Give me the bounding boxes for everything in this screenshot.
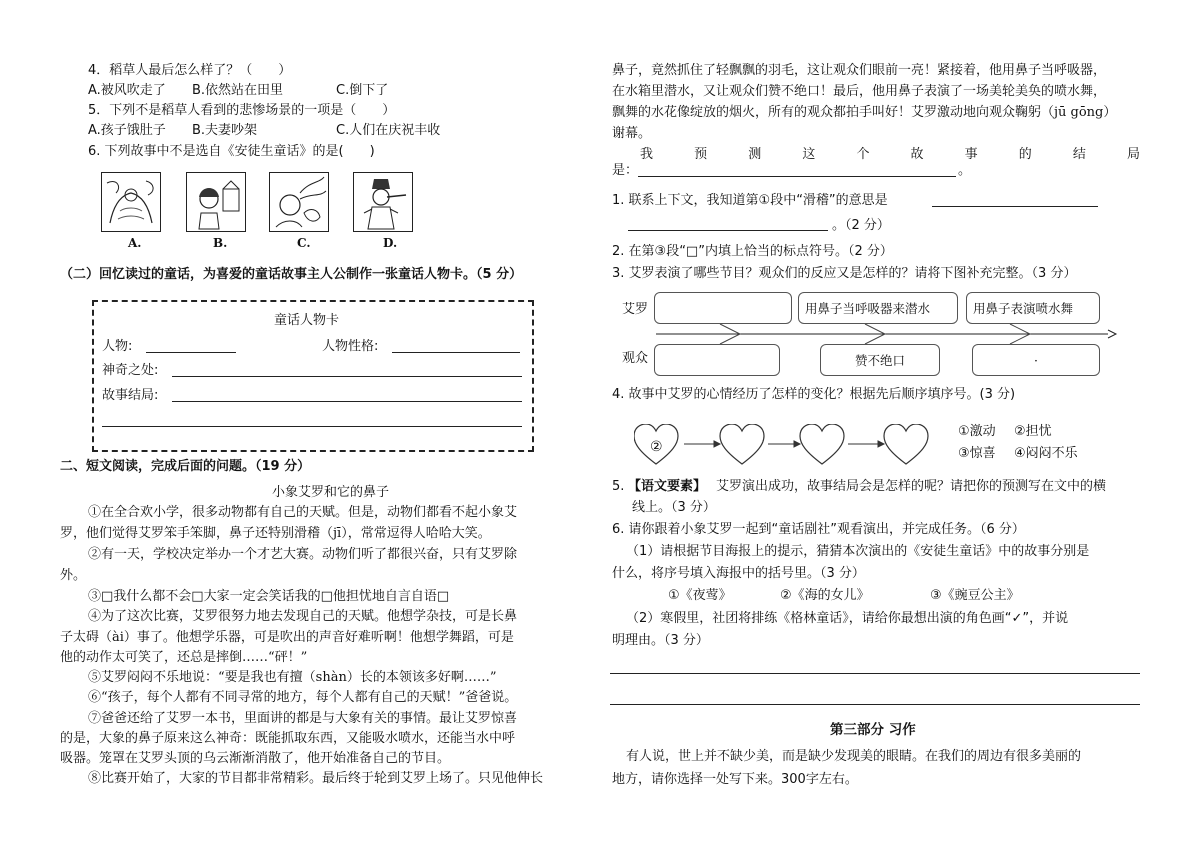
q4-text: 4．稻草人最后怎么样了？（ ） — [88, 63, 292, 78]
q5-option-c: C.人们在庆祝丰收 — [336, 123, 441, 138]
story-line: 外。 — [60, 568, 87, 583]
flow-row-audience-label: 观众 — [622, 351, 649, 366]
story-continued-line: 鼻子，竟然抓住了轻飘飘的羽毛，这让观众们眼前一亮！紧接着，他用鼻子当呼吸器， — [612, 63, 1107, 78]
prediction-char: 故 — [910, 147, 924, 162]
story-line: 吸器。笼罩在艾罗头顶的乌云渐渐消散了，他开始准备自己的节目。 — [60, 751, 451, 766]
flow-performance-box-1[interactable] — [654, 292, 792, 324]
q4-option-b: B.依然站在田里 — [192, 83, 284, 98]
story-line: 他的动作太可笑了，还总是摔倒……“砰！” — [60, 650, 308, 665]
q5-text: 5．下列不是稻草人看到的悲惨场景的一项是（ ） — [88, 103, 396, 118]
q1-text: 1. 联系上下文，我知道第①段中“滑稽”的意思是 — [612, 193, 888, 208]
card-magic-field[interactable] — [172, 376, 522, 377]
card-ending-label: 故事结局: — [102, 388, 159, 403]
q4-mood-text: 4. 故事中艾罗的心情经历了怎样的变化？根据先后顺序填序号。(3 分) — [612, 387, 1016, 402]
answer-line-2[interactable] — [610, 704, 1140, 705]
essay-prompt-cont: 地方，请你选择一处写下来。300字左右。 — [612, 772, 858, 787]
card-person-label: 人物: — [102, 339, 133, 354]
q6-text: 6. 下列故事中不是选自《安徒生童话》的是( ) — [88, 144, 375, 159]
mood-hearts-sequence — [634, 424, 934, 468]
flow-row-performer-label: 艾罗 — [622, 302, 649, 317]
section-2-title: （二）回忆读过的童话，为喜爱的童话故事主人公制作一张童话人物卡。（5 分） — [60, 267, 523, 282]
prediction-prompt — [640, 143, 1140, 161]
prediction-answer-line[interactable] — [638, 176, 956, 177]
picture-d-label: D. — [383, 236, 398, 250]
mood-option-4: ④闷闷不乐 — [1014, 446, 1078, 461]
prediction-char: 局 — [1126, 147, 1140, 162]
q6-text: 6. 请你跟着小象艾罗一起到“童话剧社”观看演出，并完成任务。（6 分） — [612, 522, 1025, 537]
card-trait-field[interactable] — [392, 352, 520, 353]
story-line: ②有一天，学校决定举办一个才艺大赛。动物们听了都很兴奋，只有艾罗除 — [88, 547, 518, 562]
part-2-title: 二、短文阅读，完成后面的问题。（19 分） — [60, 459, 311, 474]
q6-option-3: ③《豌豆公主》 — [930, 588, 1020, 603]
fairy-tale-picture-c — [269, 172, 329, 232]
story-line: 子太碍（ài）事了。他想学乐器，可是吹出的声音好难听啊！他想学舞蹈，可是 — [60, 630, 514, 645]
mood-option-2: ②担忧 — [1014, 424, 1052, 439]
card-extra-line[interactable] — [102, 426, 522, 427]
story-line: 罗，他们觉得艾罗笨手笨脚，鼻子还特别滑稽（jī），常常逗得人哈哈大笑。 — [60, 526, 491, 541]
essay-prompt: 有人说，世上并不缺少美，而是缺少发现美的眼睛。在我们的周边有很多美丽的 — [626, 749, 1082, 764]
fairy-tale-picture-d — [353, 172, 413, 232]
q6-option-2: ②《海的女儿》 — [780, 588, 870, 603]
q5-option-a: A.孩子饿肚子 — [88, 123, 166, 138]
story-continued-line: 在水箱里潜水，又让观众们赞不绝口！最后，他用鼻子表演了一场美轮美奂的喷水舞， — [612, 84, 1107, 99]
mood-option-1: ①激动 — [958, 424, 996, 439]
answer-line-1[interactable] — [610, 673, 1140, 674]
q5-tag: 【语文要素】 — [628, 479, 707, 494]
card-magic-label: 神奇之处: — [102, 363, 159, 378]
story-continued-line: 飘舞的水花像绽放的烟火，所有的观众都拍手叫好！艾罗激动地向观众鞠躬（jū gōng） — [612, 105, 1117, 120]
q6-option-1: ①《夜莺》 — [668, 588, 732, 603]
q6-1-text: （1）请根据节目海报上的提示，猜猜本次演出的《安徒生童话》中的故事分别是 — [626, 544, 1090, 559]
story-line: ⑥“孩子，每个人都有不同寻常的地方，每个人都有自己的天赋！”爸爸说。 — [88, 690, 518, 705]
prediction-char: 事 — [964, 147, 978, 162]
q5-text-cont: 线上。（3 分） — [632, 500, 716, 515]
prediction-char: 预 — [694, 147, 708, 162]
prediction-char: 我 — [640, 147, 654, 162]
q5-number: 5. — [612, 479, 625, 494]
picture-c-label: C. — [297, 236, 311, 250]
heart-1-answer: ② — [650, 439, 663, 455]
heart-icon — [884, 424, 928, 464]
q4-option-c: C.倒下了 — [336, 83, 389, 98]
fairy-tale-picture-b — [186, 172, 246, 232]
heart-icon — [720, 424, 764, 464]
card-person-field[interactable] — [146, 352, 236, 353]
story-line: ①在全合欢小学，很多动物都有自己的天赋。但是，动物们都看不起小象艾 — [88, 505, 518, 520]
q6-2-text: （2）寒假里，社团将排练《格林童话》，请给你最想出演的角色画“✓”，并说 — [626, 611, 1069, 626]
flow-reaction-box-1[interactable] — [654, 344, 780, 376]
card-trait-label: 人物性格: — [322, 339, 379, 354]
story-line: 的是，大象的鼻子原来这么神奇：既能抓取东西，又能吸水喷水，还能当水中呼 — [60, 731, 516, 746]
prediction-period: 。 — [958, 163, 972, 178]
q5-option-b: B.夫妻吵架 — [192, 123, 258, 138]
flow-performance-box-3[interactable]: 用鼻子表演喷水舞 — [966, 292, 1100, 324]
flow-reaction-box-2[interactable]: 赞不绝口 — [820, 344, 940, 376]
fairy-tale-picture-a — [101, 172, 161, 232]
prediction-end: 是： — [612, 163, 639, 178]
q1-answer-line-2[interactable] — [628, 230, 828, 231]
story-line: ③□我什么都不会□大家一定会笑话我的□他担忧地自言自语□ — [88, 589, 450, 604]
q1-answer-line-1[interactable] — [932, 206, 1098, 207]
prediction-char: 的 — [1018, 147, 1032, 162]
q3-text: 3. 艾罗表演了哪些节目？观众们的反应又是怎样的？请将下图补充完整。（3 分） — [612, 266, 1077, 281]
q6-1-text-cont: 什么，将序号填入海报中的括号里。（3 分） — [612, 566, 865, 581]
flow-reaction-box-3[interactable]: · — [972, 344, 1100, 376]
q4-option-a: A.被风吹走了 — [88, 83, 166, 98]
prediction-char: 结 — [1072, 147, 1086, 162]
prediction-char: 这 — [802, 147, 816, 162]
story-line: ⑦爸爸还给了艾罗一本书，里面讲的都是与大象有关的事情。最让艾罗惊喜 — [88, 711, 518, 726]
picture-a-label: A. — [128, 236, 142, 250]
q5-text: 艾罗演出成功，故事结局会是怎样的呢？请把你的预测写在文中的横 — [716, 479, 1107, 494]
card-ending-field[interactable] — [172, 401, 522, 402]
q1-score: 。（2 分） — [832, 218, 890, 233]
picture-b-label: B. — [213, 236, 228, 250]
story-line: ⑤艾罗闷闷不乐地说：“要是我也有擅（shàn）长的本领该多好啊……” — [88, 670, 497, 685]
prediction-char: 测 — [748, 147, 762, 162]
q2-text: 2. 在第③段“□”内填上恰当的标点符号。（2 分） — [612, 244, 893, 259]
flow-performance-box-2[interactable]: 用鼻子当呼吸器来潜水 — [798, 292, 958, 324]
story-continued-line: 谢幕。 — [612, 126, 652, 141]
story-line: ⑧比赛开始了，大家的节目都非常精彩。最后终于轮到艾罗上场了。只见他伸长 — [88, 771, 544, 786]
story-title: 小象艾罗和它的鼻子 — [272, 485, 390, 500]
prediction-char: 个 — [856, 147, 870, 162]
part-3-title: 第三部分 习作 — [830, 722, 916, 738]
heart-icon — [800, 424, 844, 464]
mood-option-3: ③惊喜 — [958, 446, 996, 461]
card-title: 童话人物卡 — [274, 313, 340, 328]
q6-2-text-cont: 明理由。（3 分） — [612, 633, 709, 648]
story-line: ④为了这次比赛，艾罗很努力地去发现自己的天赋。他想学杂技，可是长鼻 — [88, 609, 518, 624]
